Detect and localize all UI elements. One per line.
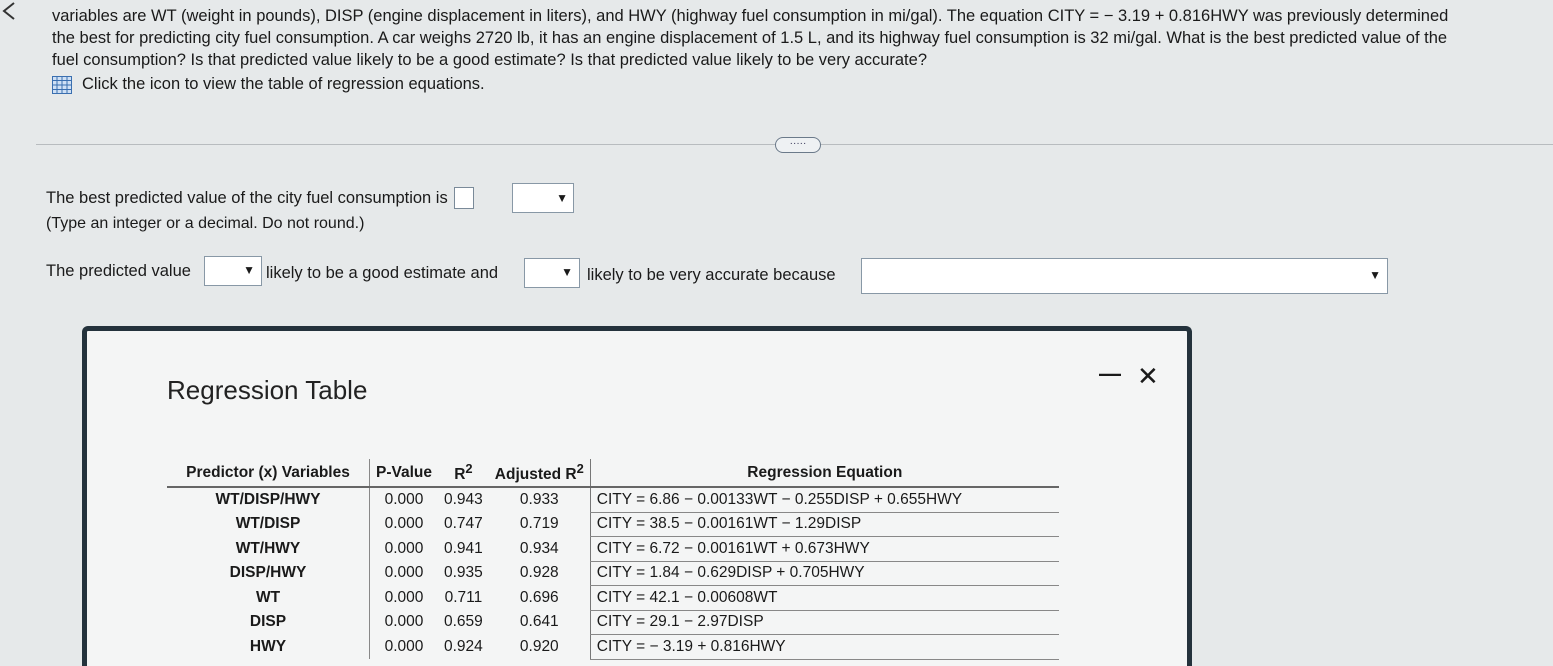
adjusted-r2-cell: 0.933 — [519, 491, 559, 509]
r2-cell: 0.659 — [444, 613, 483, 631]
table-row — [167, 610, 1059, 635]
header-adjusted-r2: Adjusted $R^2$ — [489, 459, 591, 487]
pvalue-cell: 0.000 — [370, 537, 439, 562]
reason-dropdown[interactable] — [861, 258, 1388, 294]
minimize-icon[interactable]: — — [1099, 361, 1121, 386]
accurate-dropdown[interactable] — [524, 258, 580, 288]
pvalue-cell: 0.000 — [370, 610, 439, 635]
table-row — [167, 512, 1059, 537]
pvalue-cell: 0.000 — [370, 586, 439, 611]
problem-line-2: the best for predicting city fuel consumption. A car weighs 2720 lb, it has an engine displacement of 1.5 L, and its highway fuel consumption is 32 mi/gal. What is the best predicted value of the — [52, 29, 1448, 47]
chevron-down-icon: ▼ — [243, 263, 255, 277]
r2-cell: 0.924 — [444, 637, 483, 655]
good-estimate-dropdown[interactable] — [204, 256, 262, 286]
problem-line-3: fuel consumption? Is that predicted value likely to be a good estimate? Is that predicted value likely to be very accurate? — [52, 51, 927, 69]
header-predictor: Predictor (x) Variables — [167, 459, 370, 487]
table-row — [167, 635, 1059, 660]
equation-cell: CITY = 38.5 − 0.00161WT − 1.29DISP — [590, 512, 1059, 537]
equation-cell: CITY = − 3.19 + 0.816HWY — [590, 635, 1059, 660]
back-arrow-icon[interactable] — [0, 0, 22, 22]
predictor-cell: WT/DISP/HWY — [215, 491, 321, 509]
r2-cell: 0.935 — [444, 564, 483, 582]
more-button[interactable]: ····· — [775, 137, 821, 153]
question-1-hint: (Type an integer or a decimal. Do not round.) — [46, 215, 365, 232]
pvalue-cell: 0.000 — [370, 635, 439, 660]
regression-table-modal — [82, 326, 1192, 666]
adjusted-r2-cell: 0.696 — [519, 588, 559, 606]
predictor-cell: DISP — [249, 613, 287, 631]
adjusted-r2-cell: 0.928 — [519, 564, 559, 582]
pvalue-cell: 0.000 — [370, 561, 439, 586]
predictor-cell: WT — [255, 588, 281, 606]
chevron-down-icon: ▼ — [1369, 268, 1381, 282]
equation-cell: CITY = 1.84 − 0.629DISP + 0.705HWY — [590, 561, 1059, 586]
r2-cell: 0.747 — [444, 515, 483, 533]
close-icon[interactable]: ✕ — [1137, 361, 1159, 391]
question-1 — [46, 187, 474, 209]
r2-cell: 0.941 — [444, 539, 483, 557]
predictor-cell: WT/DISP — [235, 515, 301, 533]
adjusted-r2-cell: 0.934 — [519, 539, 559, 557]
equation-cell: CITY = 6.72 − 0.00161WT + 0.673HWY — [590, 537, 1059, 562]
pvalue-cell: 0.000 — [370, 512, 439, 537]
equation-cell: CITY = 6.86 − 0.00133WT − 0.255DISP + 0.655HWY — [590, 487, 1059, 512]
table-row — [167, 561, 1059, 586]
chevron-down-icon: ▼ — [561, 265, 573, 279]
question-1-text: The best predicted value of the city fuel consumption is — [46, 188, 448, 207]
unit-dropdown[interactable] — [512, 183, 574, 213]
regression-table — [167, 459, 1059, 660]
r2-cell: 0.711 — [444, 588, 483, 606]
adjusted-r2-cell: 0.920 — [519, 637, 559, 655]
table-row — [167, 586, 1059, 611]
city-value-input[interactable] — [454, 187, 474, 209]
predictor-cell: HWY — [249, 637, 287, 655]
adjusted-r2-cell: 0.641 — [519, 613, 559, 631]
regression-table-link[interactable] — [52, 75, 485, 94]
question-2-mid-1: likely to be a good estimate and — [266, 264, 499, 282]
table-grid-icon[interactable] — [52, 76, 72, 94]
modal-title: Regression Table — [167, 375, 368, 405]
problem-line-1: variables are WT (weight in pounds), DISP (engine displacement in liters), and HWY (highway fuel consumption in mi/gal). The equation CITY = − 3.19 + 0.816HWY was previously determined — [52, 7, 1449, 25]
problem-statement — [52, 5, 1552, 71]
adjusted-r2-cell: 0.719 — [519, 515, 559, 533]
header-pvalue: P-Value — [370, 459, 439, 487]
header-r2: $R^2$ — [438, 459, 489, 487]
table-link-text[interactable]: Click the icon to view the table of regression equations. — [82, 75, 485, 93]
r2-cell: 0.943 — [444, 491, 483, 509]
table-row — [167, 487, 1059, 512]
header-equation: Regression Equation — [590, 459, 1059, 487]
question-2-mid-2: likely to be very accurate because — [587, 266, 836, 284]
chevron-down-icon: ▼ — [556, 191, 568, 205]
equation-cell: CITY = 42.1 − 0.00608WT — [590, 586, 1059, 611]
question-2-prefix: The predicted value — [46, 262, 191, 280]
equation-cell: CITY = 29.1 − 2.97DISP — [590, 610, 1059, 635]
pvalue-cell: 0.000 — [370, 487, 439, 512]
table-row — [167, 537, 1059, 562]
predictor-cell: WT/HWY — [235, 539, 301, 557]
predictor-cell: DISP/HWY — [229, 564, 307, 582]
